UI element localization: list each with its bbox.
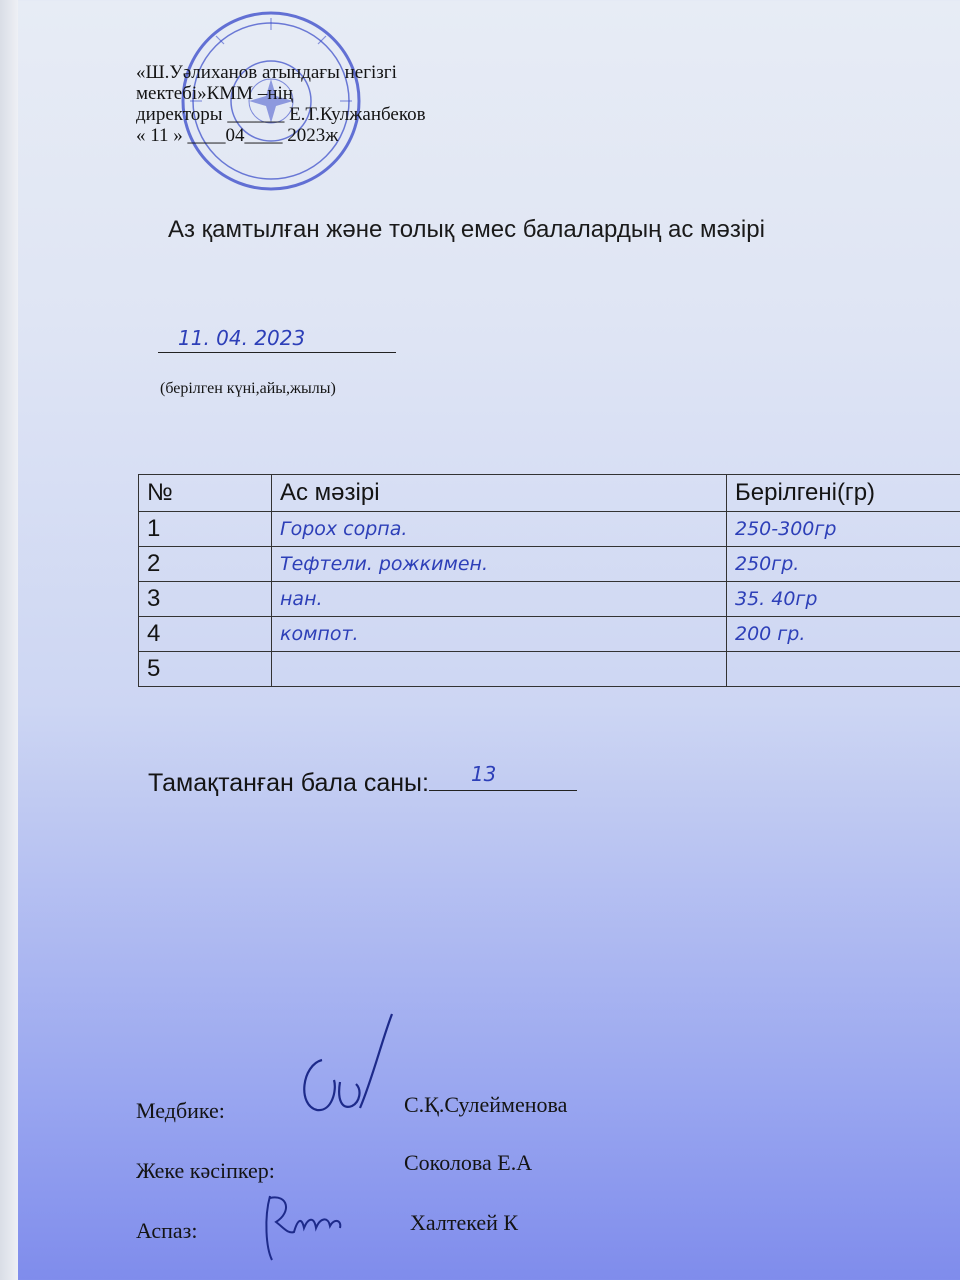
menu-amount: [727, 652, 960, 687]
menu-item: Горох сорпа.: [272, 512, 727, 547]
approval-line-2: мектебі»КММ –нің: [136, 83, 293, 104]
nurse-signature: [282, 1010, 402, 1120]
menu-item: нан.: [272, 582, 727, 617]
menu-item: [272, 652, 727, 687]
signature-name-cook: Халтекей К: [410, 1210, 519, 1235]
paper-edge: [0, 0, 18, 1280]
signature-name-nurse: С.Қ.Сулейменова: [404, 1092, 568, 1117]
table-row: [139, 617, 960, 652]
table-row: [139, 512, 960, 547]
menu-amount: 250-300гр: [727, 512, 960, 547]
table-header-row: [139, 475, 960, 512]
row-number: 4: [139, 617, 272, 652]
header-amount: Берілгені(гр): [727, 475, 960, 512]
header-menu: Ас мәзірі: [272, 475, 727, 512]
children-count-value: 13: [470, 762, 497, 786]
approval-line-3: директоры ______ Е.Т.Кулжанбеков: [136, 104, 426, 125]
date-caption: (берілген күні,айы,жылы): [160, 380, 336, 397]
page-title: Аз қамтылған және толық емес балалардың ас мәзірі: [168, 216, 765, 243]
row-number: 2: [139, 547, 272, 582]
header-number: №: [139, 475, 272, 512]
children-count: [148, 762, 577, 798]
cook-signature: [258, 1188, 350, 1264]
children-count-label: Тамақтанған бала саны:: [148, 769, 429, 797]
menu-table: [138, 474, 960, 687]
menu-item: Тефтели. рожкимен.: [272, 547, 727, 582]
table-row: [139, 652, 960, 687]
approval-line-4: « 11 » ____04____ 2023ж: [136, 125, 339, 146]
menu-amount: 200 гр.: [727, 617, 960, 652]
signature-role-entrepreneur: Жеке кәсіпкер:: [136, 1158, 275, 1183]
date-value: 11. 04. 2023: [178, 326, 306, 350]
menu-item: компот.: [272, 617, 727, 652]
row-number: 1: [139, 512, 272, 547]
menu-amount: 250гр.: [727, 547, 960, 582]
date-field: [158, 326, 396, 353]
signature-role-cook: Аспаз:: [136, 1218, 198, 1243]
approval-line-1: «Ш.Уәлиханов атындағы негізгі: [136, 62, 397, 83]
approval-block: [136, 62, 426, 146]
row-number: 5: [139, 652, 272, 687]
row-number: 3: [139, 582, 272, 617]
signature-role-nurse: Медбике:: [136, 1098, 225, 1123]
menu-amount: 35. 40гр: [727, 582, 960, 617]
children-count-field: [429, 762, 577, 791]
table-row: [139, 547, 960, 582]
table-row: [139, 582, 960, 617]
signature-name-entrepreneur: Соколова Е.А: [404, 1150, 533, 1175]
